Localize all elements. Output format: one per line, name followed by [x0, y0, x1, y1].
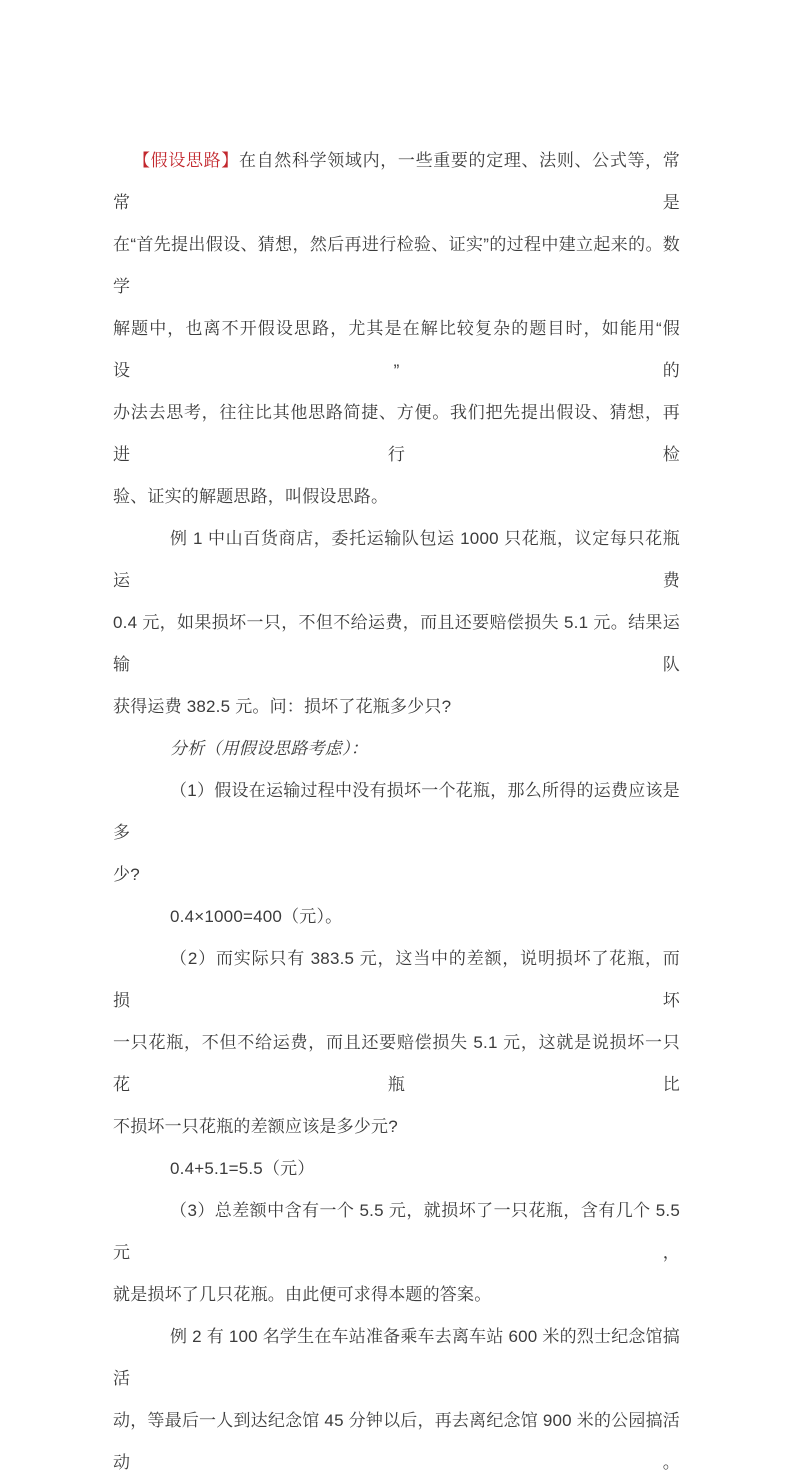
step-1-line: （1）假设在运输过程中没有损坏一个花瓶，那么所得的运费应该是多 [113, 781, 680, 842]
formula-line: 0.4×1000=400（元）。 [170, 907, 343, 926]
text-line-fragment: 在自然科学领域内，一些重要的定理、法则、公式等，常常是 [113, 151, 681, 212]
step-2-line: （2）而实际只有 383.5 元，这当中的差额，说明损坏了花瓶，而损坏 [113, 949, 680, 1010]
formula-line: 0.4+5.1=5.5（元） [170, 1159, 315, 1178]
text-line: 在“首先提出假设、猜想，然后再进行检验、证实”的过程中建立起来的。数学 [113, 235, 680, 296]
step-3-line: （3）总差额中含有一个 5.5 元，就损坏了一只花瓶，含有几个 5.5 元， [113, 1201, 680, 1262]
text-line: 解题中，也离不开假设思路，尤其是在解比较复杂的题目时，如能用“假设”的 [113, 319, 680, 380]
text-line: 办法去思考，往往比其他思路简捷、方便。我们把先提出假设、猜想，再进行检 [113, 403, 680, 464]
section-heading-hypothesis: 【假设思路】 [133, 151, 239, 170]
text-line: 就是损坏了几只花瓶。由此便可求得本题的答案。 [113, 1285, 492, 1304]
text-line: 获得运费 382.5 元。问：损坏了花瓶多少只? [113, 697, 452, 716]
text-line: 一只花瓶，不但不给运费，而且还要赔偿损失 5.1 元，这就是说损坏一只花瓶比 [113, 1033, 680, 1094]
text-line: 不损坏一只花瓶的差额应该是多少元? [113, 1117, 398, 1136]
example-1-line: 例 1 中山百货商店，委托运输队包运 1000 只花瓶，议定每只花瓶运费 [113, 529, 680, 590]
text-line [113, 140, 680, 224]
text-line: 0.4 元，如果损坏一只，不但不给运费，而且还要赔偿损失 5.1 元。结果运输队 [113, 613, 680, 674]
example-2-line: 例 2 有 100 名学生在车站准备乘车去离车站 600 米的烈士纪念馆搞活 [113, 1327, 680, 1388]
text-line: 动，等最后一人到达纪念馆 45 分钟以后，再去离纪念馆 900 米的公园搞活动。 [113, 1411, 680, 1472]
text-line: 验、证实的解题思路，叫假设思路。 [113, 487, 389, 506]
document-text-block [113, 140, 680, 1484]
text-line: 少? [113, 865, 140, 884]
analysis-label-line: 分析（用假设思路考虑）： [170, 739, 368, 758]
